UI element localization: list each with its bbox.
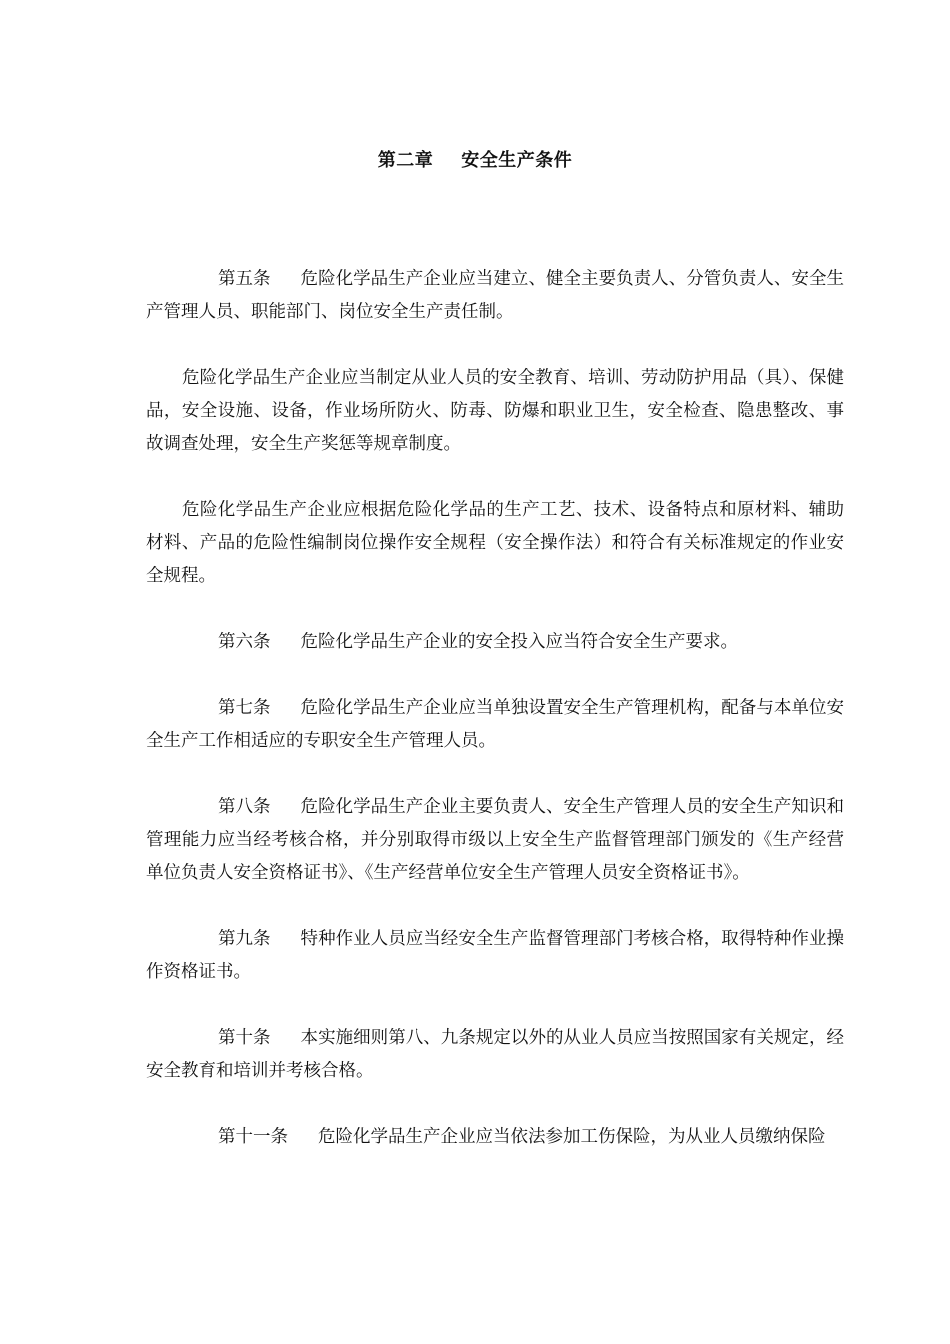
- article-5-paragraph-2: [146, 362, 844, 461]
- article-10-paragraph: [146, 1022, 844, 1088]
- article-text: 危险化学品生产企业应当制定从业人员的安全教育、培训、劳动防护用品（具）、保健品，安全设施、设备，作业场所防火、防毒、防爆和职业卫生，安全检查、隐患整改、事故调查处理，安全生产奖惩等规章制度。: [146, 368, 844, 454]
- article-label: 第八条: [218, 797, 271, 817]
- article-5-paragraph-3: [146, 494, 844, 593]
- article-label: 第六条: [218, 632, 271, 652]
- chapter-name: 安全生产条件: [461, 150, 573, 171]
- article-text: 本实施细则第八、九条规定以外的从业人员应当按照国家有关规定，经安全教育和培训并考核合格。: [146, 1028, 844, 1081]
- article-text: 危险化学品生产企业应根据危险化学品的生产工艺、技术、设备特点和原材料、辅助材料、产品的危险性编制岗位操作安全规程（安全操作法）和符合有关标准规定的作业安全规程。: [146, 500, 844, 586]
- article-label: 第九条: [218, 929, 271, 949]
- article-text: 特种作业人员应当经安全生产监督管理部门考核合格，取得特种作业操作资格证书。: [146, 929, 844, 982]
- article-label: 第七条: [218, 698, 271, 718]
- article-7-paragraph: [146, 692, 844, 758]
- article-text: 危险化学品生产企业主要负责人、安全生产管理人员的安全生产知识和管理能力应当经考核合格，并分别取得市级以上安全生产监督管理部门颁发的《生产经营单位负责人安全资格证书》、《生产经营单位安全生产管理人员安全资格证书》。: [146, 797, 844, 883]
- chapter-title: [0, 148, 950, 174]
- chapter-number: 第二章: [377, 150, 434, 171]
- article-5-paragraph-1: [146, 263, 844, 329]
- article-text: 危险化学品生产企业应当建立、健全主要负责人、分管负责人、安全生产管理人员、职能部门、岗位安全生产责任制。: [146, 269, 844, 322]
- article-text: 危险化学品生产企业的安全投入应当符合安全生产要求。: [300, 632, 738, 652]
- article-11-paragraph: [146, 1121, 844, 1154]
- article-text: 危险化学品生产企业应当依法参加工伤保险，为从业人员缴纳保险: [318, 1127, 826, 1147]
- document-body: [146, 263, 844, 1187]
- article-text: 危险化学品生产企业应当单独设置安全生产管理机构，配备与本单位安全生产工作相适应的专职安全生产管理人员。: [146, 698, 844, 751]
- article-9-paragraph: [146, 923, 844, 989]
- article-8-paragraph: [146, 791, 844, 890]
- article-label: 第十一条: [218, 1127, 288, 1147]
- article-label: 第十条: [218, 1028, 271, 1048]
- article-6-paragraph: [146, 626, 844, 659]
- article-label: 第五条: [218, 269, 271, 289]
